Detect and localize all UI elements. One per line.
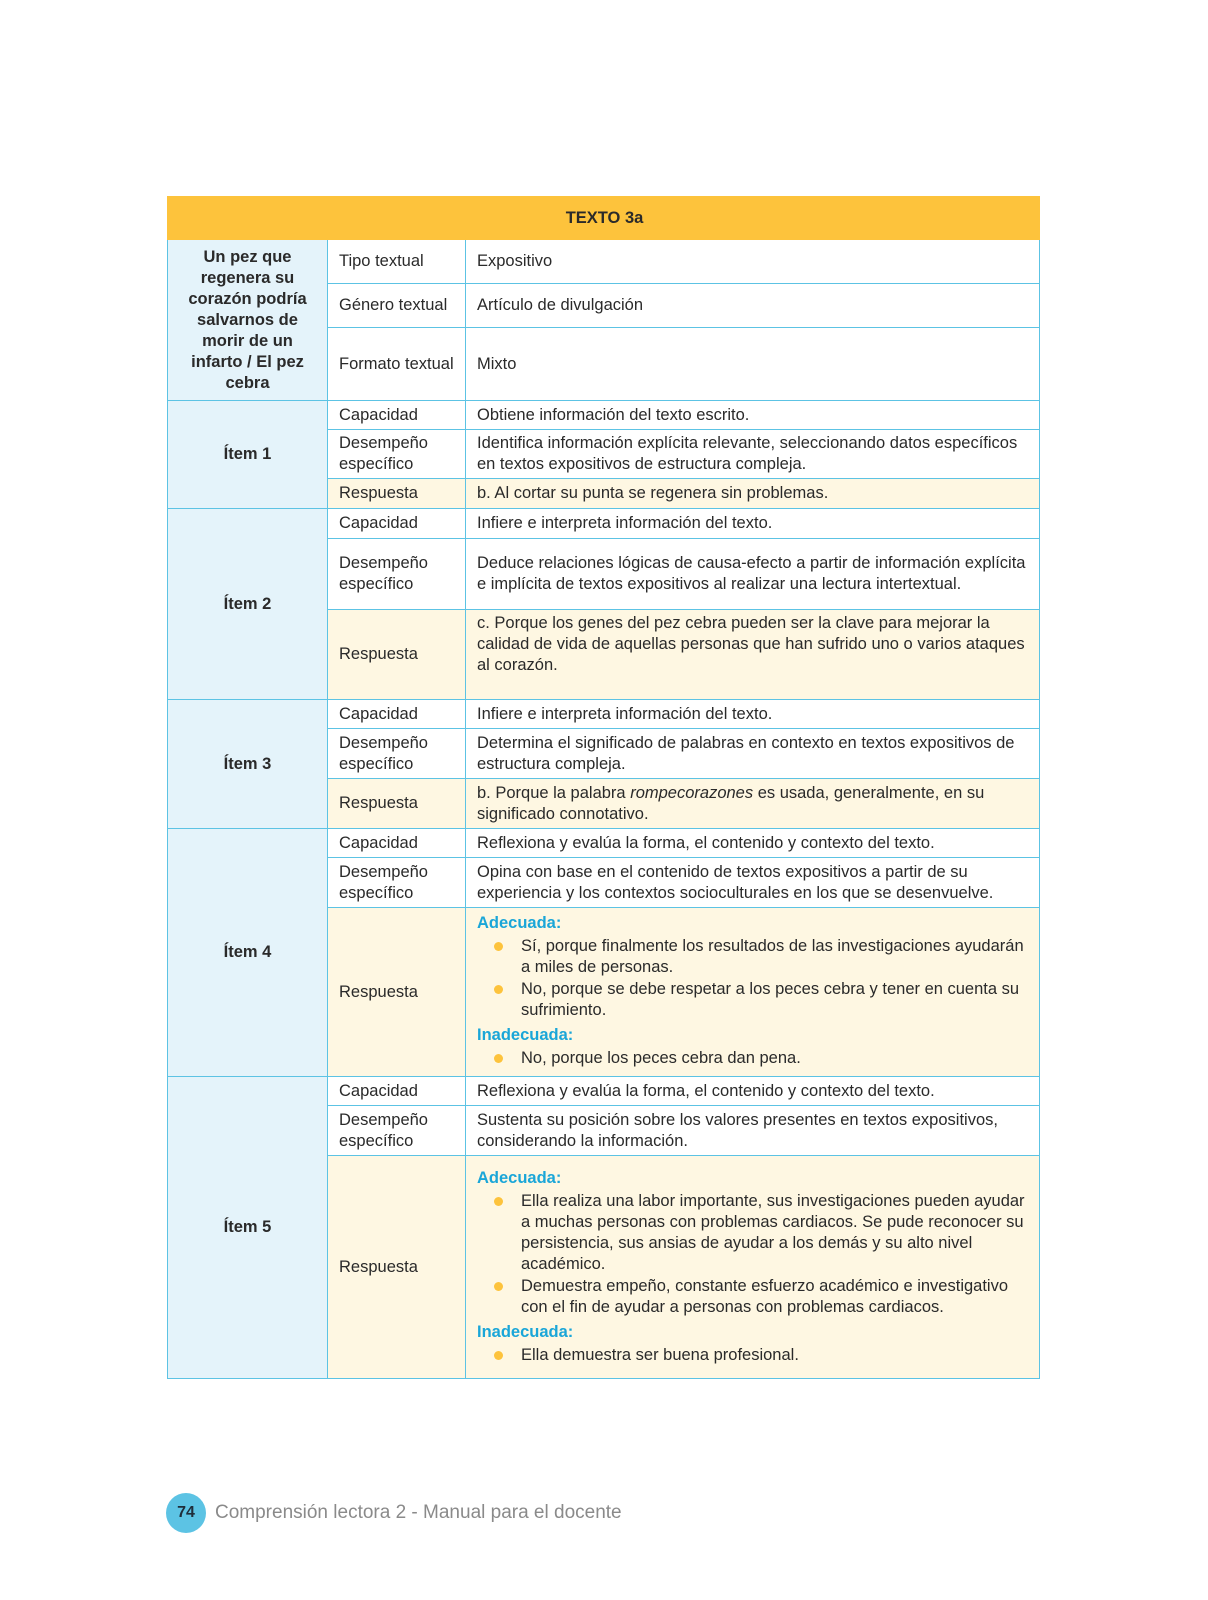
respuesta-label: Respuesta xyxy=(328,479,466,509)
item-4-adecuada-list xyxy=(477,936,1030,1021)
desempeno-label: Desempeño específico xyxy=(328,1106,466,1156)
item-4-inadecuada-list xyxy=(477,1048,1030,1069)
bullet-icon xyxy=(494,1282,503,1291)
capacidad-label: Capacidad xyxy=(328,700,466,729)
list-item: Ella demuestra ser buena profesional. xyxy=(521,1345,1030,1366)
desempeno-label: Desempeño específico xyxy=(328,858,466,908)
item-5-respuesta xyxy=(466,1156,1040,1379)
item-2-desempeno: Deduce relaciones lógicas de causa-efecto a partir de información explícita e implícita de textos expositivos al realizar una lectura intertextual. xyxy=(466,539,1040,610)
item-5-desempeno: Sustenta su posición sobre los valores presentes en textos expositivos, considerando la información. xyxy=(466,1106,1040,1156)
adecuada-heading: Adecuada: xyxy=(477,914,562,932)
item-2-capacidad: Infiere e interpreta información del texto. xyxy=(466,509,1040,539)
text-format-value: Mixto xyxy=(466,328,1040,401)
bullet-icon xyxy=(494,1197,503,1206)
footer-title: Comprensión lectora 2 - Manual para el docente xyxy=(215,1502,622,1523)
capacidad-label: Capacidad xyxy=(328,829,466,858)
capacidad-label: Capacidad xyxy=(328,509,466,539)
item-4-capacidad: Reflexiona y evalúa la forma, el contenido y contexto del texto. xyxy=(466,829,1040,858)
item-3-respuesta-pre: b. Porque la palabra xyxy=(477,783,631,802)
item-5-label: Ítem 5 xyxy=(168,1077,328,1379)
bullet-icon xyxy=(494,1054,503,1063)
item-1-capacidad: Obtiene información del texto escrito. xyxy=(466,401,1040,430)
inadecuada-heading: Inadecuada: xyxy=(477,1026,574,1044)
item-1-respuesta: b. Al cortar su punta se regenera sin problemas. xyxy=(466,479,1040,509)
page-footer xyxy=(166,1493,622,1533)
item-3-label: Ítem 3 xyxy=(168,700,328,829)
respuesta-label: Respuesta xyxy=(328,610,466,700)
text-genre-label: Género textual xyxy=(328,284,466,328)
adecuada-heading: Adecuada: xyxy=(477,1169,562,1187)
item-1-label: Ítem 1 xyxy=(168,401,328,509)
item-3-respuesta-emphasis: rompecorazones xyxy=(630,783,754,802)
list-item: Sí, porque finalmente los resultados de las investigaciones ayudarán a miles de personas. xyxy=(521,936,1030,978)
capacidad-label: Capacidad xyxy=(328,1077,466,1106)
page-number: 74 xyxy=(166,1493,206,1533)
bullet-icon xyxy=(494,1351,503,1360)
table-title: TEXTO 3a xyxy=(168,197,1040,240)
evaluation-table xyxy=(167,196,1040,1379)
inadecuada-heading: Inadecuada: xyxy=(477,1323,574,1341)
bullet-icon xyxy=(494,942,503,951)
desempeno-label: Desempeño específico xyxy=(328,729,466,779)
respuesta-label: Respuesta xyxy=(328,1156,466,1379)
item-2-respuesta: c. Porque los genes del pez cebra pueden ser la clave para mejorar la calidad de vida de aquellas personas que han sufrido uno o varios ataques al corazón. xyxy=(466,610,1040,700)
item-2-label: Ítem 2 xyxy=(168,509,328,700)
item-5-capacidad: Reflexiona y evalúa la forma, el contenido y contexto del texto. xyxy=(466,1077,1040,1106)
item-3-respuesta xyxy=(466,779,1040,829)
item-3-desempeno: Determina el significado de palabras en contexto en textos expositivos de estructura compleja. xyxy=(466,729,1040,779)
item-4-desempeno: Opina con base en el contenido de textos expositivos a partir de su experiencia y los contextos socioculturales en los que se desenvuelve. xyxy=(466,858,1040,908)
desempeno-label: Desempeño específico xyxy=(328,430,466,479)
item-1-desempeno: Identifica información explícita relevante, seleccionando datos específicos en textos expositivos de estructura compleja. xyxy=(466,430,1040,479)
text-genre-value: Artículo de divulgación xyxy=(466,284,1040,328)
item-4-label: Ítem 4 xyxy=(168,829,328,1077)
list-item: Ella realiza una labor importante, sus investigaciones pueden ayudar a muchas personas con problemas cardiacos. Se pude reconocer su persistencia, sus ansias de ayudar a los demás y su alto nivel académico. xyxy=(521,1191,1030,1275)
list-item: No, porque los peces cebra dan pena. xyxy=(521,1048,1030,1069)
capacidad-label: Capacidad xyxy=(328,401,466,430)
item-3-capacidad: Infiere e interpreta información del texto. xyxy=(466,700,1040,729)
item-3-respuesta-post: es usada, generalmente, en su significado connotativo. xyxy=(477,783,985,823)
respuesta-label: Respuesta xyxy=(328,908,466,1077)
item-4-respuesta xyxy=(466,908,1040,1077)
desempeno-label: Desempeño específico xyxy=(328,539,466,610)
text-title: Un pez que regenera su corazón podría salvarnos de morir de un infarto / El pez cebra xyxy=(168,240,328,401)
text-type-label: Tipo textual xyxy=(328,240,466,284)
bullet-icon xyxy=(494,985,503,994)
list-item: No, porque se debe respetar a los peces cebra y tener en cuenta su sufrimiento. xyxy=(521,979,1030,1021)
text-format-label: Formato textual xyxy=(328,328,466,401)
list-item: Demuestra empeño, constante esfuerzo académico e investigativo con el fin de ayudar a personas con problemas cardiacos. xyxy=(521,1276,1030,1318)
item-5-adecuada-list xyxy=(477,1191,1030,1318)
item-5-inadecuada-list xyxy=(477,1345,1030,1366)
respuesta-label: Respuesta xyxy=(328,779,466,829)
text-type-value: Expositivo xyxy=(466,240,1040,284)
